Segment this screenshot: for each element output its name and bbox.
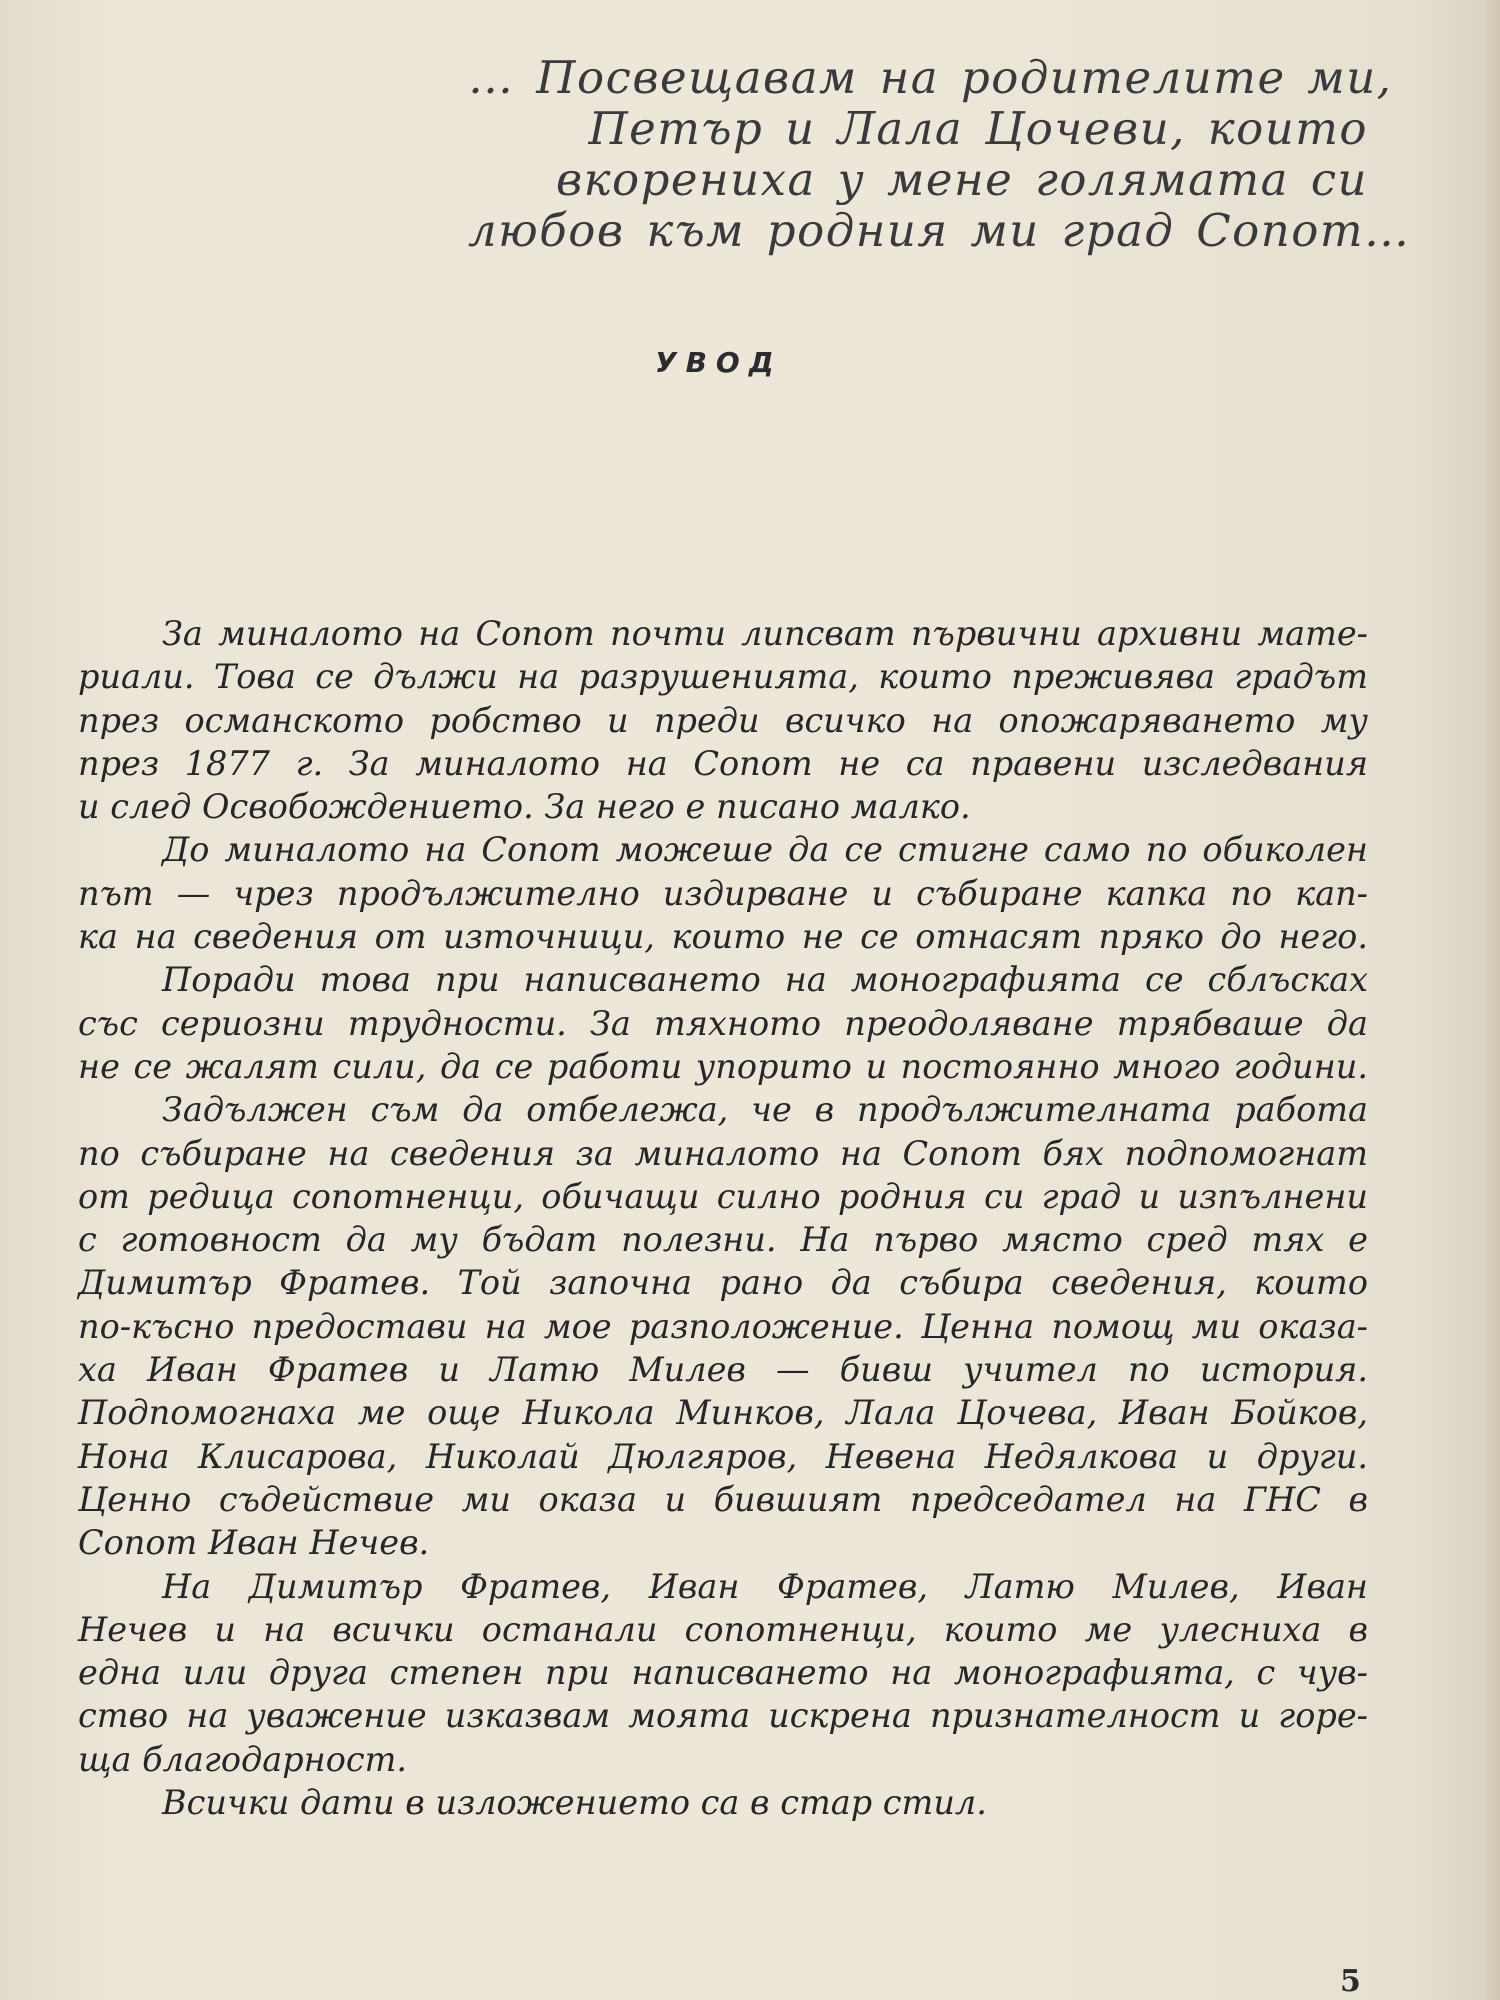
text-line: риали. Това се дължи на разрушенията, които преживява градът — [78, 657, 1368, 697]
text-line: през 1877 г. За миналото на Сопот не са правени изследвания — [78, 743, 1368, 783]
text-line: ство на уважение изказвам моята искрена признателност и горе- — [78, 1696, 1368, 1736]
dedication-line: Петър и Лала Цочеви, които — [588, 102, 1368, 155]
text-line: ща благодарност. — [78, 1739, 408, 1779]
page-edge-shadow — [1486, 0, 1500, 2000]
text-line: Задължен съм да отбележа, че в продължителната работа — [162, 1090, 1368, 1130]
dedication-line: любов към родния ми град Сопот… — [468, 204, 1411, 257]
text-line: Сопот Иван Нечев. — [78, 1523, 430, 1563]
introduction-text — [78, 612, 1368, 1824]
section-heading: УВОД — [655, 346, 783, 379]
text-line: и след Освобождението. За него е писано малко. — [78, 787, 971, 827]
text-line: със сериозни трудности. За тяхното преодоляване трябваше да — [78, 1003, 1368, 1043]
text-line: Нечев и на всички останали сопотненци, които ме улесниха в — [78, 1609, 1368, 1649]
text-line: За миналото на Сопот почти липсват първични архивни мате- — [162, 614, 1368, 653]
text-line: от редица сопотненци, обичащи силно родния си град и изпълнени — [78, 1176, 1368, 1216]
text-line: Подпомогнаха ме още Никола Минков, Лала Цочева, Иван Бойков, — [78, 1393, 1368, 1433]
text-line: До миналото на Сопот можеше да се стигне само по обиколен — [162, 830, 1368, 870]
text-line: не се жалят сили, да се работи упорито и постоянно много години. — [78, 1046, 1368, 1086]
text-line: път — чрез продължително издирване и събиране капка по кап- — [78, 873, 1368, 913]
text-line: с готовност да му бъдат полезни. На първо място сред тях е — [78, 1220, 1368, 1260]
text-line: На Димитър Фратев, Иван Фратев, Латю Милев, Иван — [162, 1566, 1368, 1606]
text-line: по-късно предостави на мое разположение. Ценна помощ ми оказа- — [78, 1306, 1368, 1346]
text-line: по събиране на сведения за миналото на Сопот бях подпомогнат — [78, 1133, 1368, 1173]
text-line: Димитър Фратев. Той започна рано да събира сведения, които — [78, 1263, 1368, 1303]
text-line: Ценно съдействие ми оказа и бившият председател на ГНС в — [78, 1479, 1368, 1519]
dedication — [468, 51, 1411, 257]
text-line: една или друга степен при написването на монографията, с чув- — [78, 1653, 1368, 1693]
page-number: 5 — [1340, 1964, 1361, 1999]
text-line: ха Иван Фратев и Латю Милев — бивш учител по история. — [78, 1350, 1368, 1390]
text-line: Нона Клисарова, Николай Дюлгяров, Невена Недялкова и други. — [78, 1436, 1368, 1476]
text-line: през османското робство и преди всичко на опожаряването му — [78, 700, 1368, 740]
dedication-line: … Посвещавам на родителите ми, — [468, 51, 1393, 104]
dedication-line: вкорениха у мене голямата си — [555, 153, 1368, 206]
text-line: Всички дати в изложението са в стар стил. — [162, 1783, 987, 1823]
text-line: ка на сведения от източници, които не се отнасят пряко до него. — [78, 917, 1368, 957]
text-line: Поради това при написването на монографията се сблъсках — [162, 960, 1368, 1000]
